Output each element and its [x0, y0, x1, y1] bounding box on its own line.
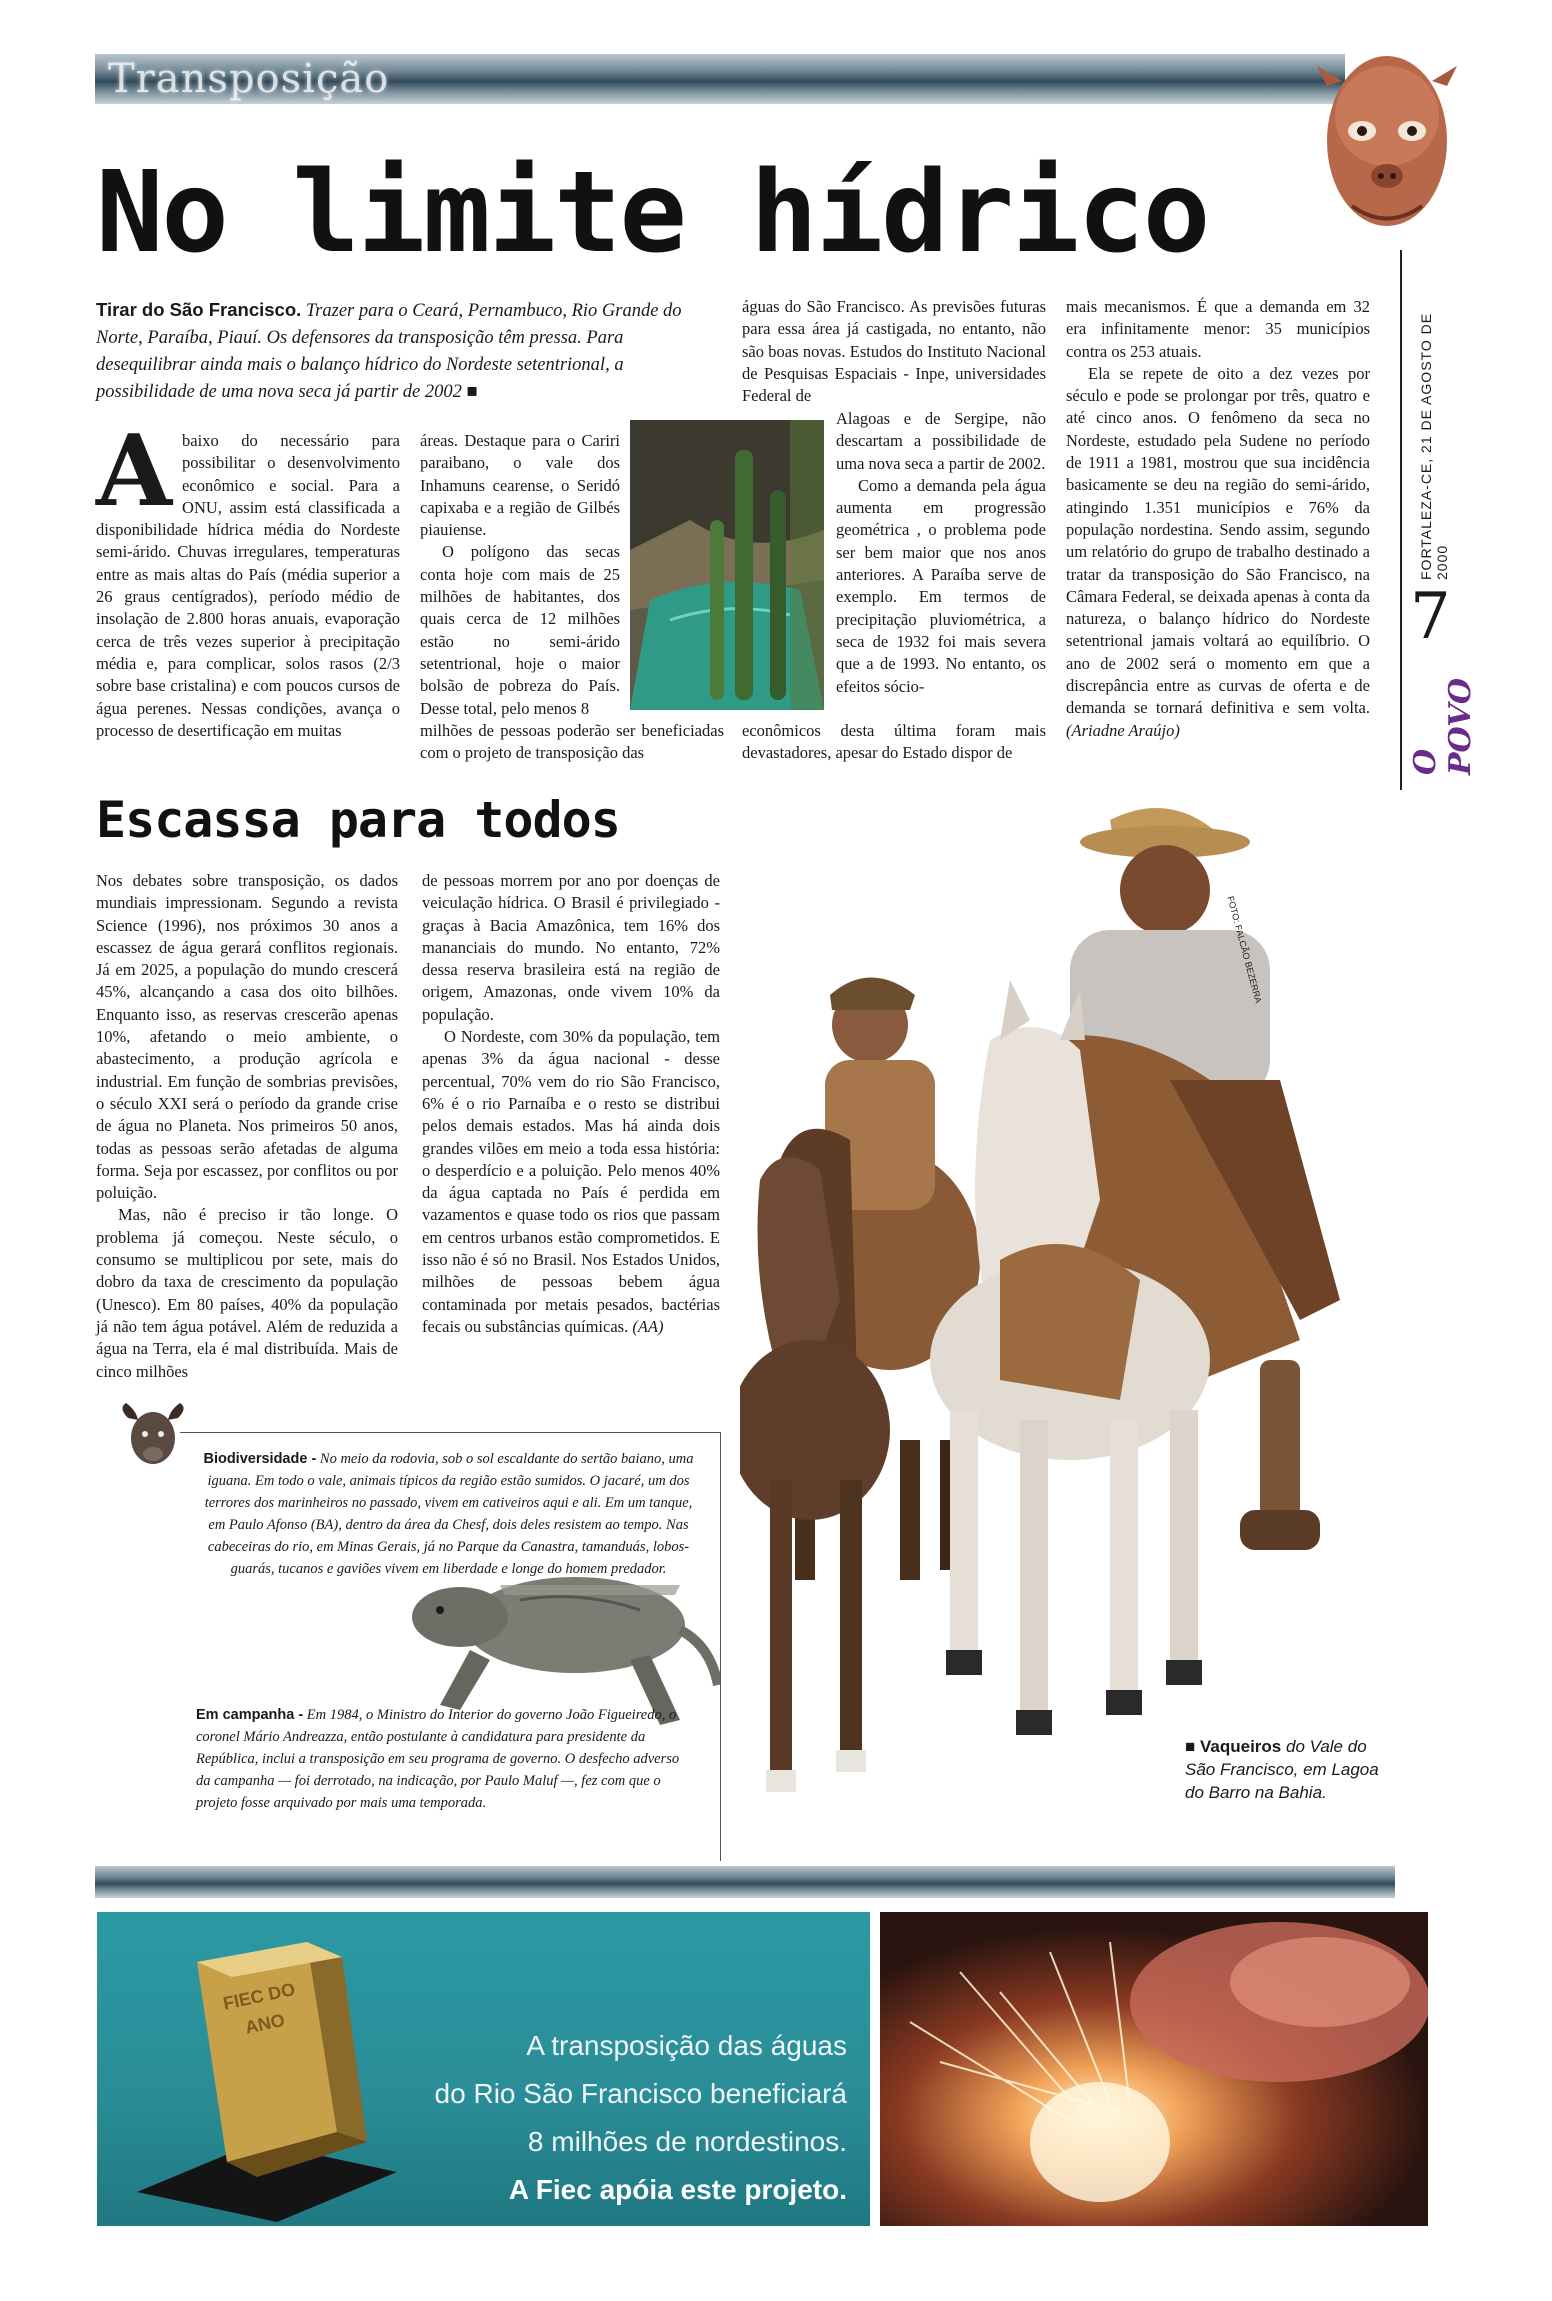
article1-col3-mid	[836, 408, 1046, 698]
page-headline: No limite hídrico	[96, 148, 1209, 278]
article1-col3d: econômicos desta última foram mais devastadores, apesar do Estado dispor de	[742, 721, 1046, 763]
campaign-label: Em campanha -	[196, 1707, 304, 1723]
caption-label: ■ Vaqueiros	[1185, 1737, 1282, 1756]
vertical-rule	[1400, 250, 1402, 790]
article1-col1	[96, 414, 400, 742]
photo-caption	[1185, 1735, 1385, 1804]
dateline: FORTALEZA-CE, 21 DE AGOSTO DE 2000	[1418, 312, 1450, 580]
lead-bold: Tirar do São Francisco.	[96, 299, 302, 320]
canyon-photo	[630, 420, 824, 710]
article2-col1	[96, 870, 398, 1383]
biodiversity-text: No meio da rodovia, sob o sol escaldante do sertão baiano, uma iguana. Em todo o vale, animais típicos da região estão sumidos. O jacaré, um dos terrores dos marinheiros no passado, vivem em cativeiros aqui e ali. Em um tanque, em Paulo Afonso (BA), dentro da área da Chesf, dois deles resistem ao tempo. Nas cabeceiras do rio, em Minas Gerais, já no Parque da Canastra, tamanduás, lobos-guarás, tucanos e gaviões vivem em liberdade e longe do homem predador.	[204, 1451, 694, 1577]
trophy-icon	[137, 1922, 397, 2222]
article1-byline: (Ariadne Araújo)	[1066, 720, 1180, 740]
article1-col2-bottom	[420, 720, 724, 765]
article1-col3b: Alagoas e de Sergipe, não descartam a possibilidade de uma nova seca a partir de 2002.	[836, 409, 1046, 473]
lead-text	[96, 296, 711, 406]
photo-credit: FOTO: FALCÃO BEZERRA	[1225, 895, 1264, 1005]
article2-col1b: Mas, não é preciso ir tão longe. O problema já começou. Neste século, o consumo se multiplicou por sete, mais do dobro da taxa de crescimento da população (Unesco). Em 80 países, 40% da população já não tem água potável. Além de reduzida a água na Terra, ela é mal distribuída. Mais de cinco milhões	[96, 1205, 398, 1381]
article1-col2a: áreas. Destaque para o Cariri paraibano, o vale dos Inhamuns cearense, o Seridó capixaba e a região de Gilbés piauiense.	[420, 431, 620, 540]
trophy-text: FIEC DO ANO	[221, 1978, 297, 2038]
ad-line-3: 8 milhões de nordestinos.	[527, 2126, 847, 2157]
secondary-headline: Escassa para todos	[96, 791, 620, 849]
brand-logo: O POVO	[1408, 677, 1478, 775]
section-label: Transposição	[108, 56, 390, 102]
campaign-text: Em 1984, o Ministro do Interior do governo João Figueiredo, o coronel Mário Andreazza, então postulante à candidatura para presidente da República, inclui a transposição em seu programa de governo. O desfecho adverso da campanha — foi derrotado, na indicação, por Paulo Maluf —, fez com que o projeto fosse arquivado por mais uma temporada.	[196, 1707, 680, 1811]
article1-col3-bottom	[742, 720, 1046, 765]
ad-line-1: A transposição das águas	[526, 2030, 847, 2061]
article1-col4a: mais mecanismos. É que a demanda em 32 era infinitamente menor: 35 municípios contra os 253 atuais.	[1066, 297, 1370, 361]
ad-tagline: A Fiec apóia este projeto.	[508, 2174, 847, 2205]
article1-col1-text: baixo do necessário para possibilitar o desenvolvimento econômico e social. Para a ONU, assim está classificada a disponibilidade hídrica média do Nordeste semi-árido. Chuvas irregulares, temperaturas entre as mais altas do País (média superior a 26 graus centígrados), período médio de insolação de 2.800 horas anuais, evaporação cerca de três vezes superior à precipitação média e, para complicar, solos rasos (2/3 sobre base cristalina) e com poucos cursos de água perenes. Nessas condições, avança o processo de desertificação em muitas	[96, 431, 400, 740]
article1-col4	[1066, 296, 1370, 742]
buffalo-icon	[118, 1398, 188, 1468]
sidebar-campaign	[196, 1704, 696, 1814]
mask-illustration	[1312, 46, 1462, 246]
article2-col1a: Nos debates sobre transposição, os dados mundiais impressionam. Segundo a revista Science (1996), nos próximos 30 anos a escassez de água gerará conflitos regionais. Já em 2025, a população do mundo crescerá 45%, alcançando a casa dos oito bilhões. Enquanto isso, as reservas crescerão apenas 10%, afetando o meio ambiente, o abastecimento, a produção agrícola e industrial. Em função de sombrias previsões, o século XXI será o período da grande crise de água no Planeta. Nos primeiros 50 anos, todas as pessoas serão afetadas de alguma forma. Seja por escassez, por conflitos ou por poluição.	[96, 871, 398, 1203]
article1-col2-top	[420, 430, 620, 720]
article2-col2a: de pessoas morrem por ano por doenças de veiculação hídrica. O Brasil é privilegiado - graças à Bacia Amazônica, tem 16% dos mananciais do mundo. No entanto, 72% dessa reserva brasileira está na região de origem, Amazonas, onde vivem 10% da população.	[422, 871, 720, 1024]
article2-byline: (AA)	[632, 1316, 664, 1336]
article1-col4b: Ela se repete de oito a dez vezes por século e pode se prolongar por três, quatro e até cinco anos. O fenômeno da seca no Nordeste, estudado pela Sudene no período de 1911 a 1981, mostrou que sua incidência basicamente se deu na região do semi-árido, atingindo 1.351 municípios e 76% da população nordestina. Sendo assim, segundo um relatório do grupo de trabalho destinado a tratar da transposição do São Francisco, na Câmara Federal, se deixada apenas à conta da natureza, o balanço hídrico do Nordeste setentrional jamais voltará ao equilíbrio. O ano de 2002 será o momento em que a discrepância entre as curvas de oferta e de demanda se tornará definitiva e sem volta.	[1066, 363, 1370, 718]
page-number: 7	[1410, 580, 1451, 654]
article1-col2c: milhões de pessoas poderão ser beneficiadas com o projeto de transposição das	[420, 721, 724, 763]
article1-col3a: águas do São Francisco. As previsões futuras para essa área já castigada, no entanto, não são boas novas. Estudos do Instituto Nacional de Pesquisas Espaciais - Inpe, universidades Federal de	[742, 297, 1046, 406]
ad-panel	[97, 1912, 870, 2226]
ad-photo	[880, 1912, 1428, 2226]
lead-italic: Trazer para o Ceará, Pernambuco, Rio Grande do Norte, Paraíba, Piauí. Os defensores da transposição têm pressa. Para desequilibrar ainda mais o balanço hídrico do Nordeste setentrional, a possibilidade de uma nova seca já partir de 2002 ■	[96, 301, 682, 402]
dropcap: A	[96, 414, 173, 529]
ad-copy	[397, 2022, 847, 2214]
article1-col3-top	[742, 296, 1046, 407]
article1-col2b: O polígono das secas conta hoje com mais de 25 milhões de habitantes, dos quais cerca de 12 milhões estão no semi-árido setentrional, hoje o maior bolsão de pobreza do País. Desse total, pelo menos 8	[420, 542, 620, 718]
article1-col3c: Como a demanda pela água aumenta em progressão geométrica , o problema pode ser bem maior que nos anos anteriores. A Paraíba serve de exemplo. Em termos de precipitação pluviométrica, a seca de 1932 foi mais severa que a de 1993. No entanto, os efeitos sócio-	[836, 475, 1046, 696]
caption-text: do Vale do São Francisco, em Lagoa do Barro na Bahia.	[1185, 1737, 1379, 1802]
article2-col2	[422, 870, 720, 1338]
ad-line-2: do Rio São Francisco beneficiará	[434, 2078, 847, 2109]
bottom-band	[95, 1866, 1395, 1898]
vaqueiros-photo	[740, 780, 1360, 1860]
article2-col2b: O Nordeste, com 30% da população, tem apenas 3% da água nacional - desse percentual, 70% vem do rio São Francisco, 6% é o rio Parnaíba e o resto se distribui pelos demais estados. Mas há ainda dois grandes vilões em meio a toda essa história: o desperdício e a poluição. Pelo menos 40% da água captada no País é perdida em vazamentos e quase todo os rios que passam em centros urbanos estão comprometidos. E isso não é só no Brasil. Nos Estados Unidos, milhões de pessoas bebem água contaminada por metais pesados, bactérias fecais ou substâncias químicas.	[422, 1027, 720, 1336]
biodiversity-label: Biodiversidade -	[203, 1451, 317, 1467]
